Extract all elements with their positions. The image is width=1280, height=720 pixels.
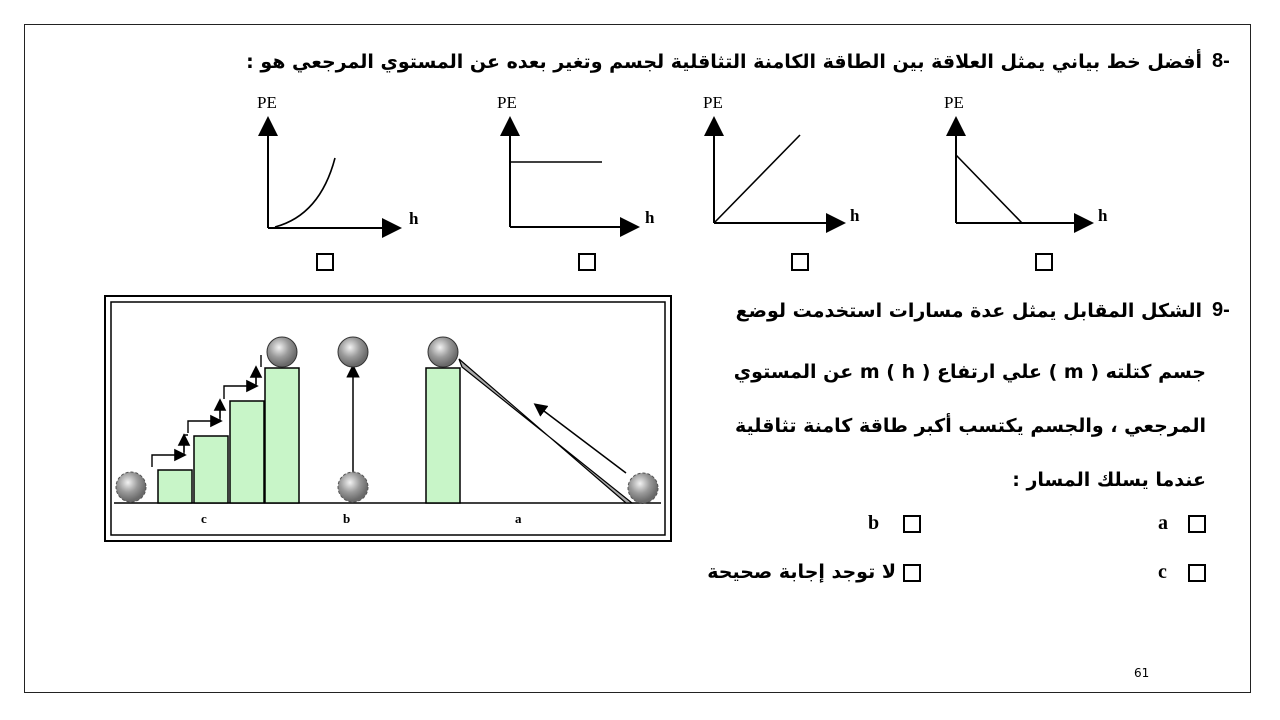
figure-label-c: c bbox=[201, 511, 207, 526]
q9-option-b-label: b bbox=[868, 512, 880, 534]
q9-line4: عندما يسلك المسار : bbox=[1012, 469, 1206, 491]
q8-option-checkbox[interactable] bbox=[791, 253, 809, 271]
graph3-y-label: PE bbox=[497, 93, 517, 112]
q9-option-none-checkbox[interactable] bbox=[903, 564, 921, 582]
graph3-x-label: h bbox=[645, 208, 655, 227]
graph2-x-label: h bbox=[850, 206, 860, 225]
figure-label-b: b bbox=[343, 511, 351, 526]
graph4-y-label: PE bbox=[257, 93, 277, 112]
figure-label-a: a bbox=[515, 511, 522, 526]
q9-option-b-checkbox[interactable] bbox=[903, 515, 921, 533]
graph-constant-line bbox=[510, 120, 636, 227]
q9-option-a-label: a bbox=[1158, 512, 1168, 534]
q8-graphs bbox=[0, 0, 1280, 290]
q9-option-c-checkbox[interactable] bbox=[1188, 564, 1206, 582]
graph1-x-label: h bbox=[1098, 206, 1108, 225]
q9-line3: المرجعي ، والجسم يكتسب أكبر طاقة كامنة تثاقلية bbox=[735, 415, 1206, 437]
q8-option-checkbox[interactable] bbox=[1035, 253, 1053, 271]
q9-option-c-label: c bbox=[1158, 561, 1167, 583]
page-number: 61 bbox=[1134, 666, 1150, 680]
q8-number: 8- bbox=[1212, 50, 1230, 72]
q8-option-checkbox[interactable] bbox=[578, 253, 596, 271]
q8-question-text: أفضل خط بياني يمثل العلاقة بين الطاقة الكامنة التثاقلية لجسم وتغير بعده عن المستوي المرجعي هو : bbox=[246, 51, 1202, 73]
q9-line1: الشكل المقابل يمثل عدة مسارات استخدمت لوضع bbox=[735, 300, 1202, 322]
graph4-x-label: h bbox=[409, 209, 419, 228]
graph-decreasing-line bbox=[956, 120, 1090, 223]
graph-increasing-curve bbox=[268, 120, 398, 228]
graph1-y-label: PE bbox=[944, 93, 964, 112]
q9-number: 9- bbox=[1212, 299, 1230, 321]
q9-option-none-label: لا توجد إجابة صحيحة bbox=[707, 561, 896, 583]
q8-option-checkbox[interactable] bbox=[316, 253, 334, 271]
q9-line2: جسم كتلته ( m ) علي ارتفاع m ( h ) عن المستوي bbox=[733, 361, 1206, 383]
graph2-y-label: PE bbox=[703, 93, 723, 112]
q9-option-a-checkbox[interactable] bbox=[1188, 515, 1206, 533]
graph-increasing-line bbox=[714, 120, 842, 223]
q9-paths-figure bbox=[104, 295, 674, 543]
